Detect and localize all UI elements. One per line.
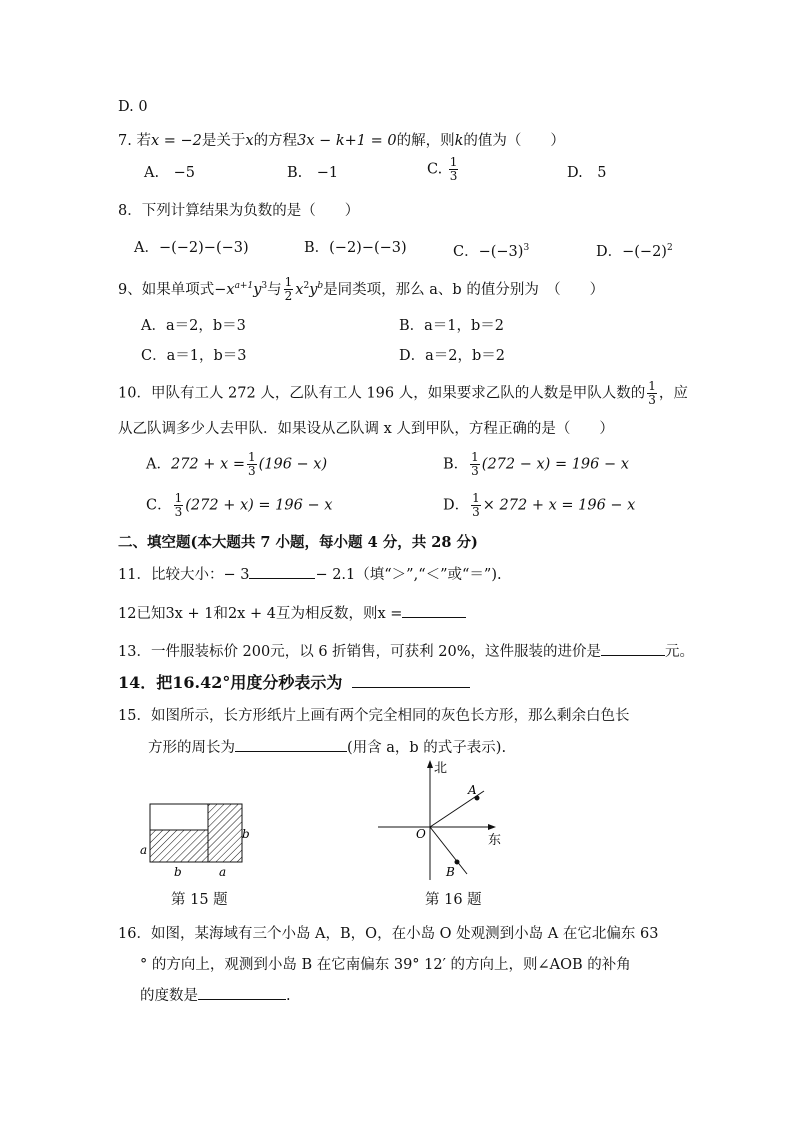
q16-answer-blank[interactable] — [198, 985, 286, 1000]
fig15-label-b-bottom: b — [174, 865, 182, 879]
q7-text-post: 的值为（ ） — [463, 133, 565, 149]
q15-answer-blank[interactable] — [235, 737, 347, 752]
q10-option-c-fraction — [174, 492, 184, 519]
q10-option-a — [146, 451, 327, 478]
q14-pre: 14．把16.42°用度分秒表示为 — [118, 673, 343, 692]
q10-line1-text: 10．甲队有工人 272 人，乙队有工人 196 人，如果要求乙队的人数是甲队人数的 — [118, 385, 646, 402]
q16-line1: 16．如图，某海域有三个小岛 A，B，O，在小岛 O 处观测到小岛 A 在它北偏东 63 — [118, 926, 659, 942]
frac-numerator: 1 — [449, 155, 458, 169]
q10-option-c-label: C． — [146, 497, 172, 514]
q10-line2: 从乙队调多少人去甲队．如果设从乙队调 x 人到甲队，方程正确的是（ ） — [118, 421, 614, 437]
q10-option-a-label: A． — [146, 456, 171, 473]
q9-term2-y: y — [309, 281, 318, 298]
q10-option-d-fraction — [471, 492, 481, 519]
q10-line1-end: ，应 — [658, 385, 688, 402]
q7-stem — [118, 131, 565, 151]
q7-number: 7. — [118, 133, 132, 149]
q10-line1 — [118, 380, 688, 407]
q9-term2-exp: 2 — [303, 281, 310, 291]
fig15-gray-rectangle-1 — [150, 830, 208, 862]
q15-line1: 15．如图所示，长方形纸片上画有两个完全相同的灰色长方形，那么剩余白色长 — [118, 708, 630, 724]
q16-line2: ° 的方向上，观测到小岛 B 在它南偏东 39° 12′ 的方向上，则∠AOB 的补角 — [140, 957, 631, 973]
q7-option-c-label: C. — [427, 161, 443, 178]
q9-option-c: C．a＝1，b＝3 — [141, 348, 247, 364]
q16-line3-post: . — [286, 988, 291, 1004]
q7-option-a: A. −5 — [144, 165, 195, 181]
frac-numerator: 1 — [284, 275, 293, 290]
fig15-label-b-right: b — [242, 827, 250, 841]
section-2-title: 二、填空题(本大题共 7 小题，每小题 4 分，共 28 分) — [118, 534, 478, 551]
q9-term1-exp: a+1 — [234, 281, 254, 291]
q7-equation: 3x − k+1 = 0 — [297, 133, 397, 149]
fig16-east-arrow-icon — [488, 824, 496, 830]
q9-option-b: B．a＝1，b＝2 — [399, 318, 505, 334]
q10-option-d — [443, 492, 635, 519]
frac-denominator: 3 — [648, 393, 656, 407]
q7-k: k — [454, 133, 464, 149]
q16-line3 — [140, 985, 291, 1006]
q7-text-mid3: 的解，则 — [396, 133, 455, 149]
frac-denominator: 2 — [284, 289, 293, 304]
q15-line2-post: (用含 a，b 的式子表示). — [347, 740, 507, 756]
fig16-north-arrow-icon — [427, 760, 433, 768]
q8-option-d-base: D．−(−2) — [596, 243, 667, 260]
fig16-caption: 第 16 题 — [425, 892, 482, 908]
frac-numerator: 1 — [472, 491, 480, 505]
q7-text-mid1: 是关于 — [201, 133, 246, 149]
fig16-label-north: 北 — [434, 761, 448, 776]
q8-option-a: A．−(−2)−(−3) — [134, 240, 249, 256]
q8-option-c-base: C．−(−3) — [453, 243, 524, 260]
q9-fraction — [284, 276, 294, 303]
q8-option-d-exponent: 2 — [666, 243, 673, 253]
q10-option-d-post: × 272 + x = 196 − x — [482, 497, 636, 514]
q15-line2-pre: 方形的周长为 — [148, 740, 235, 756]
q13-pre: 13．一件服装标价 200元，以 6 折销售，可获利 20%，这件服装的进价是 — [118, 644, 602, 660]
fig15-caption: 第 15 题 — [171, 892, 228, 908]
q11-post: − 2.1（填“＞”,“＜”或“＝”). — [315, 567, 502, 583]
q9-stem — [118, 276, 604, 303]
q10-option-d-label: D． — [443, 497, 470, 514]
figure-16 — [372, 756, 512, 884]
q8-option-d — [596, 238, 673, 262]
q12-answer-blank[interactable] — [402, 603, 466, 618]
q13-answer-blank[interactable] — [601, 641, 665, 656]
q7-option-c — [427, 156, 460, 183]
figure-15 — [136, 800, 266, 882]
q9-pre: 9、如果单项式 — [118, 281, 215, 298]
frac-numerator: 1 — [471, 450, 479, 464]
frac-denominator: 3 — [247, 464, 256, 478]
q10-option-c — [146, 492, 332, 519]
fig15-label-a-bottom: a — [219, 865, 227, 879]
q10-option-b — [443, 451, 629, 478]
frac-numerator: 1 — [648, 379, 656, 393]
q7-option-c-fraction — [449, 156, 459, 183]
q9-term1: −x — [214, 281, 235, 298]
q13-post: 元。 — [665, 644, 695, 660]
q8-stem: 8．下列计算结果为负数的是（ ） — [118, 203, 360, 219]
q11 — [118, 564, 502, 585]
fig15-label-a-left: a — [140, 843, 148, 857]
fig15-gray-rectangle-2 — [208, 804, 242, 862]
q11-pre: 11．比较大小：− 3 — [118, 567, 250, 583]
frac-numerator: 1 — [247, 450, 256, 464]
frac-denominator: 3 — [472, 505, 480, 519]
frac-numerator: 1 — [174, 491, 183, 505]
fig16-label-east: 东 — [488, 833, 502, 848]
q8-option-b: B．(−2)−(−3) — [304, 240, 407, 256]
frac-denominator: 3 — [449, 169, 458, 183]
frac-denominator: 3 — [471, 464, 479, 478]
q12 — [118, 603, 466, 624]
q16-line3-pre: 的度数是 — [140, 988, 198, 1004]
fig16-label-a: A — [468, 783, 477, 797]
fig16-point-b — [455, 860, 460, 865]
q14-answer-blank[interactable] — [352, 673, 470, 688]
q10-option-b-fraction — [470, 451, 480, 478]
q8-option-c-exponent: 3 — [523, 243, 530, 253]
q15-line2 — [148, 737, 506, 758]
q10-line1-fraction — [647, 380, 657, 407]
fig16-label-b: B — [446, 865, 455, 879]
q10-option-b-label: B． — [443, 456, 469, 473]
q7-var: x — [245, 133, 254, 149]
q9-term2-y-exp: b — [317, 281, 324, 291]
q9-option-a: A．a＝2，b＝3 — [141, 318, 246, 334]
q7-option-d: D. 5 — [567, 165, 607, 181]
fig16-label-o: O — [416, 827, 426, 841]
q7-text-mid2: 的方程 — [253, 133, 298, 149]
q9-term1-y: y — [253, 281, 262, 298]
frac-denominator: 3 — [174, 505, 183, 519]
q10-option-a-fraction — [247, 451, 257, 478]
q9-option-d: D．a＝2，b＝2 — [399, 348, 506, 364]
q13 — [118, 641, 694, 662]
q7-option-b: B. −1 — [287, 165, 339, 181]
q9-term1-y-exp: 3 — [261, 281, 268, 291]
q10-option-a-pre: 272 + x = — [170, 456, 245, 473]
q14 — [118, 673, 470, 693]
q7-condition: x = −2 — [150, 133, 202, 149]
q8-option-c — [453, 238, 529, 262]
q12-pre: 12已知3x + 1和2x + 4互为相反数，则x = — [118, 606, 403, 622]
q10-option-b-post: (272 − x) = 196 − x — [481, 456, 629, 473]
q9-with: 与 — [267, 281, 282, 298]
q10-option-c-post: (272 + x) = 196 − x — [185, 497, 333, 514]
q10-option-a-post: (196 − x) — [258, 456, 328, 473]
q7-text-pre: 若 — [136, 133, 151, 149]
q6-option-d: D. 0 — [118, 99, 148, 115]
q9-term2: x — [295, 281, 304, 298]
q9-post: 是同类项，那么 a、b 的值分别为 （ ） — [323, 281, 605, 298]
q11-answer-blank[interactable] — [249, 564, 315, 579]
